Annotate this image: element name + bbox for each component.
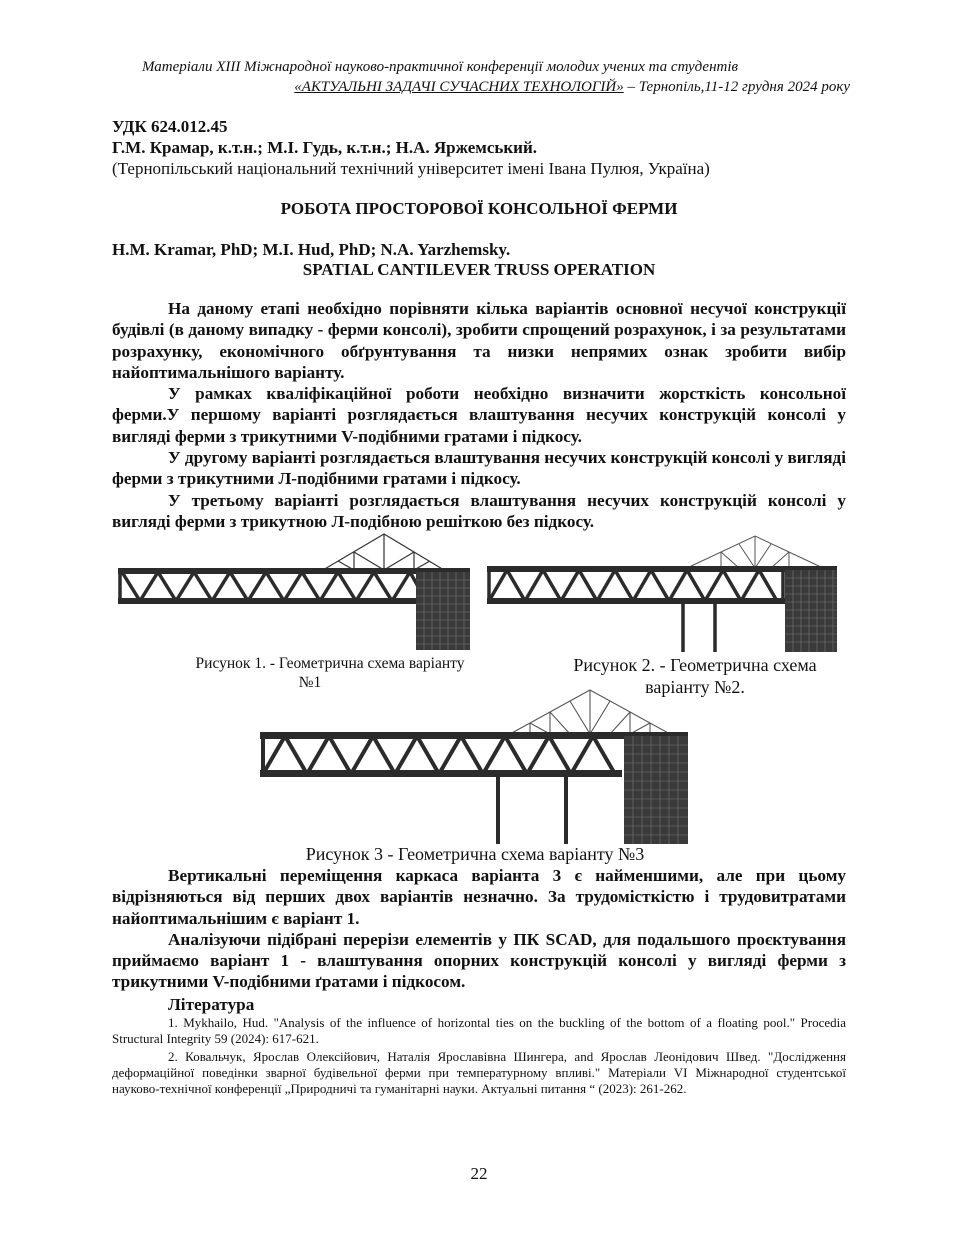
paragraph-variant2: У другому варіанті розглядається влаштування несучих конструкцій консолі у вигляді ферми з трикутними Л-подібними гратами і підкосу.	[112, 448, 846, 489]
body-top	[112, 298, 846, 532]
figure-3-caption: Рисунок 3 - Геометрична схема варіанту №3	[305, 844, 645, 864]
authors-en: H.M. Kramar, PhD; M.I. Hud, PhD; N.A. Yarzhemsky.	[112, 240, 511, 259]
figure-1-caption-line1: Рисунок 1. - Геометрична схема варіанту	[195, 655, 465, 672]
figure-3-truss	[260, 688, 690, 844]
conference-header-line1: Матеріали XIII Міжнародної науково-практичної конференції молодих учених та студентів	[141, 59, 739, 75]
references-heading: Література	[168, 994, 255, 1014]
reference-item: 2. Ковальчук, Ярослав Олексійович, Наталія Ярославівна Шингера, and Ярослав Леонідович Швед. "Дослідження деформаційної поведінки зварної будівельної ферми при температурному впливі." Матеріали VI Міжнародної студентської науково-технічної конференції „Природничі та гуманітарні науки. Актуальні питання “ (2023): 261-262.	[112, 1049, 846, 1096]
paragraph-conclusion2: Аналізуючи підібрані перерізи елементів у ПК SCAD, для подальшого проєктування приймаємо варіант 1 - влаштування опорних конструкцій консолі у вигляді ферми з трикутними V-подібними ґратами і підкосом.	[112, 929, 846, 992]
title-ua: РОБОТА ПРОСТОРОВОЇ КОНСОЛЬНОЇ ФЕРМИ	[280, 199, 678, 218]
udk-code: УДК 624.012.45	[112, 117, 228, 136]
authors-ua: Г.М. Крамар, к.т.н.; М.І. Гудь, к.т.н.; Н.А. Яржемський.	[112, 138, 538, 157]
conference-name: «АКТУАЛЬНІ ЗАДАЧІ СУЧАСНИХ ТЕХНОЛОГІЙ»	[294, 79, 624, 95]
figure-2-caption-line1: Рисунок 2. - Геометрична схема	[573, 655, 817, 675]
conference-header-line2	[50, 78, 850, 97]
affiliation: (Тернопільський національний технічний університет імені Івана Пулюя, Україна)	[112, 159, 710, 178]
figure-2-truss	[487, 534, 839, 652]
paragraph-conclusion1: Вертикальні переміщення каркаса варіанта 3 є найменшими, але при цьому відрізняються від перших двох варіантів незначно. За трудомісткістю і трудовитратами найоптимальнішим є варіант 1.	[112, 866, 846, 928]
references-list	[112, 1015, 846, 1097]
page-number: 22	[470, 1164, 488, 1183]
paragraph-variant3: У третьому варіанті розглядається влаштування несучих конструкцій консолі у вигляді ферми з трикутною Л-подібною решіткою без підкосу.	[112, 490, 846, 531]
title-en: SPATIAL CANTILEVER TRUSS OPERATION	[302, 260, 656, 279]
figure-2-caption-line2: варіанту №2.	[645, 677, 745, 697]
paragraph-intro: На даному етапі необхідно порівняти кілька варіантів основної несучої конструкції будівлі (в даному випадку - ферми консолі), зробити спрощений розрахунок, і за результатами розрахунку, економічного обґрунтування та низки непрямих ознак зробити вибір найоптимальнішого варіанту.	[112, 299, 846, 382]
body-bottom	[112, 865, 846, 1015]
figure-1-caption-line2: №1	[298, 674, 322, 691]
figure-1-caption	[180, 654, 480, 692]
conference-place-date: – Тернопіль,11-12 грудня 2024 року	[623, 79, 850, 95]
paragraph-variant1: У рамках кваліфікаційної роботи необхідно визначити жорсткість консольної ферми.У першому варіанті розглядається влаштування несучих конструкцій консолі у вигляді ферми з трикутними V-подібними гратами і підкосу.	[112, 384, 846, 446]
figure-1-truss	[118, 532, 473, 650]
reference-item: 1. Mykhailo, Hud. "Analysis of the influence of horizontal ties on the buckling of the bottom of a floating pool." Procedia Structural Integrity 59 (2024): 617-621.	[112, 1015, 846, 1046]
